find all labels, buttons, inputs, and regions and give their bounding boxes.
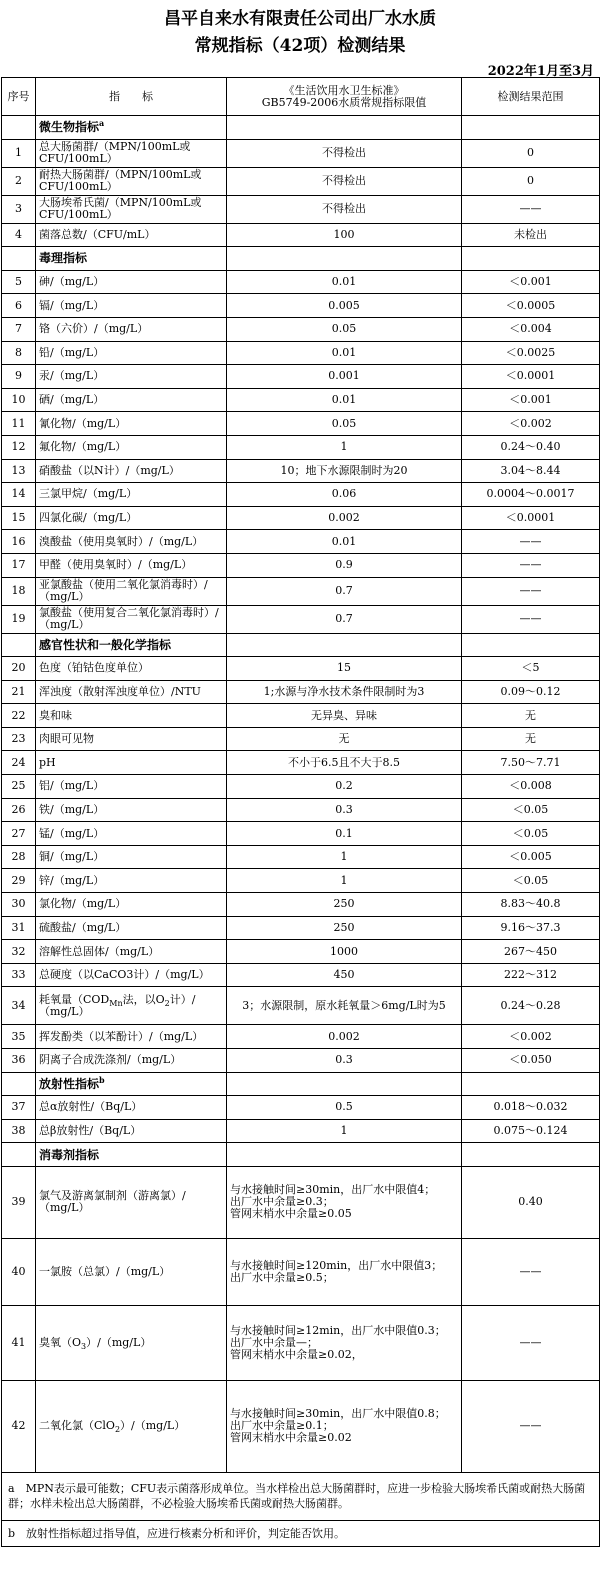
result-value: ——	[462, 1380, 600, 1472]
water-quality-table	[1, 77, 600, 1547]
row-number: 23	[2, 727, 36, 751]
footnote-mark: b	[99, 1074, 105, 1085]
limit-value	[227, 1238, 462, 1305]
table-row	[2, 751, 600, 775]
result-value: 无	[462, 704, 600, 728]
row-number: 14	[2, 483, 36, 507]
indicator-name: 氟化物/（mg/L）	[36, 435, 227, 459]
limit-line: 出厂水中余量≥0.5；	[230, 1270, 334, 1284]
row-number: 35	[2, 1025, 36, 1049]
row-number: 42	[2, 1380, 36, 1472]
indicator-text: 计）/（mg/L）	[39, 992, 196, 1018]
section-limit-cell	[227, 633, 462, 657]
result-value: ＜0.008	[462, 775, 600, 799]
table-row	[2, 167, 600, 195]
section-title-text: 放射性指标	[39, 1076, 100, 1091]
limit-value: 0.3	[227, 1049, 462, 1073]
result-value: ＜0.05	[462, 798, 600, 822]
indicator-name: 溴酸盐（使用臭氧时）/（mg/L）	[36, 530, 227, 554]
table-row	[2, 483, 600, 507]
limit-line: 管网末梢水中余量≥0.02	[230, 1431, 352, 1445]
section-row	[2, 1143, 600, 1167]
row-number: 19	[2, 605, 36, 633]
section-title	[36, 633, 227, 657]
result-value: 0.24～0.28	[462, 987, 600, 1025]
section-no-cell	[2, 1072, 36, 1096]
indicator-name: 铝/（mg/L）	[36, 775, 227, 799]
indicator-name: 臭和味	[36, 704, 227, 728]
limit-value: 不得检出	[227, 167, 462, 195]
row-number: 12	[2, 435, 36, 459]
row-number: 25	[2, 775, 36, 799]
table-row	[2, 657, 600, 681]
result-value: ＜0.0025	[462, 341, 600, 365]
row-number: 6	[2, 294, 36, 318]
result-value: ——	[462, 553, 600, 577]
row-number: 18	[2, 577, 36, 605]
table-row	[2, 704, 600, 728]
result-value: ——	[462, 1305, 600, 1380]
result-value: ＜0.002	[462, 412, 600, 436]
row-number: 31	[2, 916, 36, 940]
section-result-cell	[462, 247, 600, 271]
table-row	[2, 412, 600, 436]
table-row	[2, 605, 600, 633]
indicator-subscript: 2	[114, 1425, 121, 1435]
limit-value: 1	[227, 869, 462, 893]
row-number: 29	[2, 869, 36, 893]
indicator-name: 总大肠菌群/（MPN/100mL或CFU/100mL）	[36, 139, 227, 167]
limit-line: 管网末梢水中余量≥0.02，	[230, 1347, 363, 1361]
report-title-line2: 常规指标（42项）检测结果	[194, 36, 406, 56]
section-title	[36, 1072, 227, 1096]
indicator-name: 铬（六价）/（mg/L）	[36, 317, 227, 341]
limit-line: 出厂水中余量≥0.3；	[230, 1195, 334, 1209]
indicator-name: 锌/（mg/L）	[36, 869, 227, 893]
table-row	[2, 1380, 600, 1472]
result-value: 无	[462, 727, 600, 751]
indicator-name: 镉/（mg/L）	[36, 294, 227, 318]
indicator-name: 色度（铂钴色度单位）	[36, 657, 227, 681]
indicator-name: 总硬度（以CaCO3计）/（mg/L）	[36, 963, 227, 987]
indicator-name: 三氯甲烷/（mg/L）	[36, 483, 227, 507]
limit-value: 0.3	[227, 798, 462, 822]
table-row	[2, 1166, 600, 1238]
section-limit-cell	[227, 1072, 462, 1096]
limit-value	[227, 1166, 462, 1238]
indicator-name: 甲醛（使用臭氧时）/（mg/L）	[36, 553, 227, 577]
row-number: 32	[2, 940, 36, 964]
result-value: 0.40	[462, 1166, 600, 1238]
row-number: 3	[2, 195, 36, 223]
limit-value: 15	[227, 657, 462, 681]
footnote-row	[2, 1520, 600, 1546]
row-number: 1	[2, 139, 36, 167]
row-number: 39	[2, 1166, 36, 1238]
limit-value: 0.001	[227, 365, 462, 389]
footnote-mark: b	[8, 1526, 16, 1540]
result-value: 0.24～0.40	[462, 435, 600, 459]
row-number: 37	[2, 1096, 36, 1120]
table-row	[2, 1119, 600, 1143]
limit-value: 0.7	[227, 605, 462, 633]
result-value: ＜0.050	[462, 1049, 600, 1073]
result-value: ＜0.004	[462, 317, 600, 341]
limit-value: 0.002	[227, 506, 462, 530]
section-no-cell	[2, 116, 36, 140]
date-range: 2022年1月至3月	[487, 64, 594, 79]
indicator-name: 硒/（mg/L）	[36, 388, 227, 412]
limit-value: 450	[227, 963, 462, 987]
table-row	[2, 963, 600, 987]
indicator-name: 总β放射性/（Bq/L）	[36, 1119, 227, 1143]
section-title-text: 微生物指标	[39, 120, 100, 135]
row-number: 20	[2, 657, 36, 681]
section-title	[36, 116, 227, 140]
result-value: 0	[462, 139, 600, 167]
limit-value: 0.7	[227, 577, 462, 605]
header-no: 序号	[2, 78, 36, 116]
limit-value: 0.05	[227, 412, 462, 436]
row-number: 10	[2, 388, 36, 412]
result-value: ＜0.0001	[462, 506, 600, 530]
table-row	[2, 1238, 600, 1305]
limit-value: 1	[227, 435, 462, 459]
limit-line: 与水接触时间≥30min，出厂水中限值0.8；	[230, 1407, 446, 1421]
indicator-name: 亚氯酸盐（使用二氧化氯消毒时）/（mg/L）	[36, 577, 227, 605]
section-row	[2, 116, 600, 140]
table-row	[2, 1025, 600, 1049]
limit-line: 出厂水中余量—；	[230, 1335, 318, 1349]
limit-value: 1	[227, 845, 462, 869]
table-row	[2, 530, 600, 554]
section-row	[2, 633, 600, 657]
header-limit	[227, 78, 462, 116]
indicator-subscript: 3	[81, 1342, 87, 1352]
table-row	[2, 365, 600, 389]
table-row	[2, 798, 600, 822]
limit-value: 0.01	[227, 341, 462, 365]
table-row	[2, 294, 600, 318]
row-number: 21	[2, 680, 36, 704]
indicator-name: 铜/（mg/L）	[36, 845, 227, 869]
indicator-name: 铅/（mg/L）	[36, 341, 227, 365]
table-row	[2, 195, 600, 223]
section-row	[2, 247, 600, 271]
indicator-name: pH	[36, 751, 227, 775]
row-number: 5	[2, 270, 36, 294]
row-number: 27	[2, 822, 36, 846]
result-value: ——	[462, 195, 600, 223]
section-limit-cell	[227, 1143, 462, 1167]
result-value: ＜0.05	[462, 822, 600, 846]
table-row	[2, 459, 600, 483]
indicator-name: 阴离子合成洗涤剂/（mg/L）	[36, 1049, 227, 1073]
limit-value	[227, 1380, 462, 1472]
row-number: 2	[2, 167, 36, 195]
section-row	[2, 1072, 600, 1096]
row-number: 7	[2, 317, 36, 341]
indicator-text: ）/（mg/L）	[86, 1335, 152, 1349]
result-value: 0.09～0.12	[462, 680, 600, 704]
indicator-subscript: Mn	[109, 999, 123, 1009]
result-value: ——	[462, 530, 600, 554]
section-result-cell	[462, 1143, 600, 1167]
table-row	[2, 940, 600, 964]
footnote-a	[2, 1472, 600, 1520]
limit-value: 0.01	[227, 388, 462, 412]
table-row	[2, 869, 600, 893]
indicator-name: 锰/（mg/L）	[36, 822, 227, 846]
limit-value: 3；水源限制，原水耗氧量＞6mg/L时为5	[227, 987, 462, 1025]
limit-value: 1	[227, 1119, 462, 1143]
row-number: 13	[2, 459, 36, 483]
result-value: 9.16～37.3	[462, 916, 600, 940]
result-value: 7.50～7.71	[462, 751, 600, 775]
result-value: ＜5	[462, 657, 600, 681]
limit-value: 100	[227, 223, 462, 247]
limit-value: 0.005	[227, 294, 462, 318]
indicator-name: 大肠埃希氏菌/（MPN/100mL或CFU/100mL）	[36, 195, 227, 223]
result-value: 未检出	[462, 223, 600, 247]
indicator-name: 挥发酚类（以苯酚计）/（mg/L）	[36, 1025, 227, 1049]
table-row	[2, 139, 600, 167]
limit-line: 出厂水中余量≥0.1；	[230, 1419, 334, 1433]
table-row	[2, 680, 600, 704]
row-number: 26	[2, 798, 36, 822]
table-row	[2, 987, 600, 1025]
table-row	[2, 317, 600, 341]
limit-line: 与水接触时间≥30min，出厂水中限值4；	[230, 1183, 436, 1197]
result-value: 0.075～0.124	[462, 1119, 600, 1143]
indicator-text: ）/（mg/L）	[120, 1419, 186, 1433]
footnote-mark: a	[8, 1482, 15, 1496]
table-row	[2, 341, 600, 365]
indicator-name: 浑浊度（散射浑浊度单位）/NTU	[36, 680, 227, 704]
indicator-name: 溶解性总固体/（mg/L）	[36, 940, 227, 964]
table-row	[2, 775, 600, 799]
limit-value: 0.05	[227, 317, 462, 341]
row-number: 9	[2, 365, 36, 389]
table-row	[2, 893, 600, 917]
limit-line: 与水接触时间≥120min，出厂水中限值3；	[230, 1258, 443, 1272]
indicator-name: 硫酸盐/（mg/L）	[36, 916, 227, 940]
row-number: 15	[2, 506, 36, 530]
result-value: ＜0.005	[462, 845, 600, 869]
result-value: 222～312	[462, 963, 600, 987]
footnote-text: MPN表示最可能数；CFU表示菌落形成单位。当水样检出总大肠菌群时，应进一步检验大肠埃希氏菌或耐热大肠菌群；水样未检出总大肠菌群，不必检验大肠埃希氏菌或耐热大肠菌群。	[8, 1482, 586, 1511]
section-title-text: 消毒剂指标	[39, 1147, 100, 1162]
limit-value: 无异臭、异味	[227, 704, 462, 728]
limit-value: 1;水源与净水技术条件限制时为3	[227, 680, 462, 704]
footnote-b	[2, 1520, 600, 1546]
result-value: ——	[462, 577, 600, 605]
indicator-name: 氯酸盐（使用复合二氧化氯消毒时）/（mg/L）	[36, 605, 227, 633]
limit-value: 250	[227, 916, 462, 940]
section-no-cell	[2, 247, 36, 271]
report-title-line1: 昌平自来水有限责任公司出厂水水质	[164, 9, 436, 29]
indicator-name: 氰化物/（mg/L）	[36, 412, 227, 436]
row-number: 40	[2, 1238, 36, 1305]
table-row	[2, 916, 600, 940]
row-number: 4	[2, 223, 36, 247]
row-number: 11	[2, 412, 36, 436]
limit-value: 10；地下水源限制时为20	[227, 459, 462, 483]
row-number: 8	[2, 341, 36, 365]
table-row	[2, 270, 600, 294]
result-value: ＜0.0001	[462, 365, 600, 389]
result-value: ——	[462, 605, 600, 633]
limit-value: 0.01	[227, 530, 462, 554]
table-row	[2, 553, 600, 577]
row-number: 36	[2, 1049, 36, 1073]
indicator-name: 四氯化碳/（mg/L）	[36, 506, 227, 530]
limit-value: 1000	[227, 940, 462, 964]
table-row	[2, 577, 600, 605]
result-value: 0	[462, 167, 600, 195]
result-value: ——	[462, 1238, 600, 1305]
limit-value: 不得检出	[227, 195, 462, 223]
section-limit-cell	[227, 116, 462, 140]
limit-value: 无	[227, 727, 462, 751]
indicator-text: 臭氧（O	[39, 1335, 82, 1349]
table-row	[2, 845, 600, 869]
table-row	[2, 506, 600, 530]
row-number: 33	[2, 963, 36, 987]
indicator-text: 二氧化氯（ClO	[39, 1419, 115, 1433]
section-result-cell	[462, 116, 600, 140]
indicator-name: 耐热大肠菌群/（MPN/100mL或CFU/100mL）	[36, 167, 227, 195]
result-value: 3.04～8.44	[462, 459, 600, 483]
table-row	[2, 388, 600, 412]
indicator-text: 法，以O	[122, 992, 165, 1006]
limit-value: 0.9	[227, 553, 462, 577]
indicator-name: 硝酸盐（以N计）/（mg/L）	[36, 459, 227, 483]
indicator-name	[36, 1380, 227, 1472]
limit-value	[227, 1305, 462, 1380]
result-value: ＜0.002	[462, 1025, 600, 1049]
indicator-subscript: 2	[164, 999, 170, 1009]
footnote-text: 放射性指标超过指导值，应进行核素分析和评价，判定能否饮用。	[26, 1526, 346, 1540]
limit-value: 0.002	[227, 1025, 462, 1049]
row-number: 30	[2, 893, 36, 917]
row-number: 28	[2, 845, 36, 869]
indicator-name: 氯气及游离氯制剂（游离氯）/（mg/L）	[36, 1166, 227, 1238]
row-number: 38	[2, 1119, 36, 1143]
row-number: 16	[2, 530, 36, 554]
table-row	[2, 1305, 600, 1380]
result-value: 0.0004～0.0017	[462, 483, 600, 507]
row-number: 24	[2, 751, 36, 775]
indicator-name: 铁/（mg/L）	[36, 798, 227, 822]
result-value: ＜0.05	[462, 869, 600, 893]
footnote-mark: a	[99, 118, 105, 129]
limit-value: 不小于6.5且不大于8.5	[227, 751, 462, 775]
limit-value: 0.06	[227, 483, 462, 507]
result-value: 0.018～0.032	[462, 1096, 600, 1120]
section-title-text: 感官性状和一般化学指标	[39, 637, 172, 652]
indicator-text: 耗氧量（COD	[39, 992, 110, 1006]
header-limit-line1: 《生活饮用水卫生标准》	[283, 83, 405, 97]
limit-line: 与水接触时间≥12min，出厂水中限值0.3；	[230, 1323, 446, 1337]
row-number: 41	[2, 1305, 36, 1380]
table-row	[2, 1049, 600, 1073]
limit-value: 0.1	[227, 822, 462, 846]
section-limit-cell	[227, 247, 462, 271]
section-no-cell	[2, 1143, 36, 1167]
indicator-name: 砷/（mg/L）	[36, 270, 227, 294]
section-result-cell	[462, 633, 600, 657]
limit-value: 不得检出	[227, 139, 462, 167]
row-number: 17	[2, 553, 36, 577]
limit-value: 250	[227, 893, 462, 917]
result-value: ＜0.001	[462, 270, 600, 294]
section-no-cell	[2, 633, 36, 657]
limit-value: 0.5	[227, 1096, 462, 1120]
result-value: ＜0.0005	[462, 294, 600, 318]
table-row	[2, 822, 600, 846]
row-number: 22	[2, 704, 36, 728]
section-result-cell	[462, 1072, 600, 1096]
header-limit-line2: GB5749-2006水质常规指标限值	[261, 95, 427, 109]
header-row	[2, 78, 600, 116]
indicator-name: 一氯胺（总氯）/（mg/L）	[36, 1238, 227, 1305]
result-value: ＜0.001	[462, 388, 600, 412]
indicator-name: 汞/（mg/L）	[36, 365, 227, 389]
row-number: 34	[2, 987, 36, 1025]
header-result: 检测结果范围	[462, 78, 600, 116]
indicator-name: 总α放射性/（Bq/L）	[36, 1096, 227, 1120]
indicator-name: 氯化物/（mg/L）	[36, 893, 227, 917]
limit-value: 0.01	[227, 270, 462, 294]
table-row	[2, 435, 600, 459]
result-value: 8.83～40.8	[462, 893, 600, 917]
indicator-name	[36, 987, 227, 1025]
footnote-row	[2, 1472, 600, 1520]
result-value: 267～450	[462, 940, 600, 964]
table-row	[2, 727, 600, 751]
table-row	[2, 223, 600, 247]
limit-line: 管网末梢水中余量≥0.05	[230, 1207, 352, 1221]
section-title	[36, 247, 227, 271]
indicator-name	[36, 1305, 227, 1380]
section-title	[36, 1143, 227, 1167]
limit-value: 0.2	[227, 775, 462, 799]
indicator-name: 肉眼可见物	[36, 727, 227, 751]
table-row	[2, 1096, 600, 1120]
section-title-text: 毒理指标	[39, 251, 88, 266]
header-indicator: 指 标	[36, 78, 227, 116]
indicator-name: 菌落总数/（CFU/mL）	[36, 223, 227, 247]
